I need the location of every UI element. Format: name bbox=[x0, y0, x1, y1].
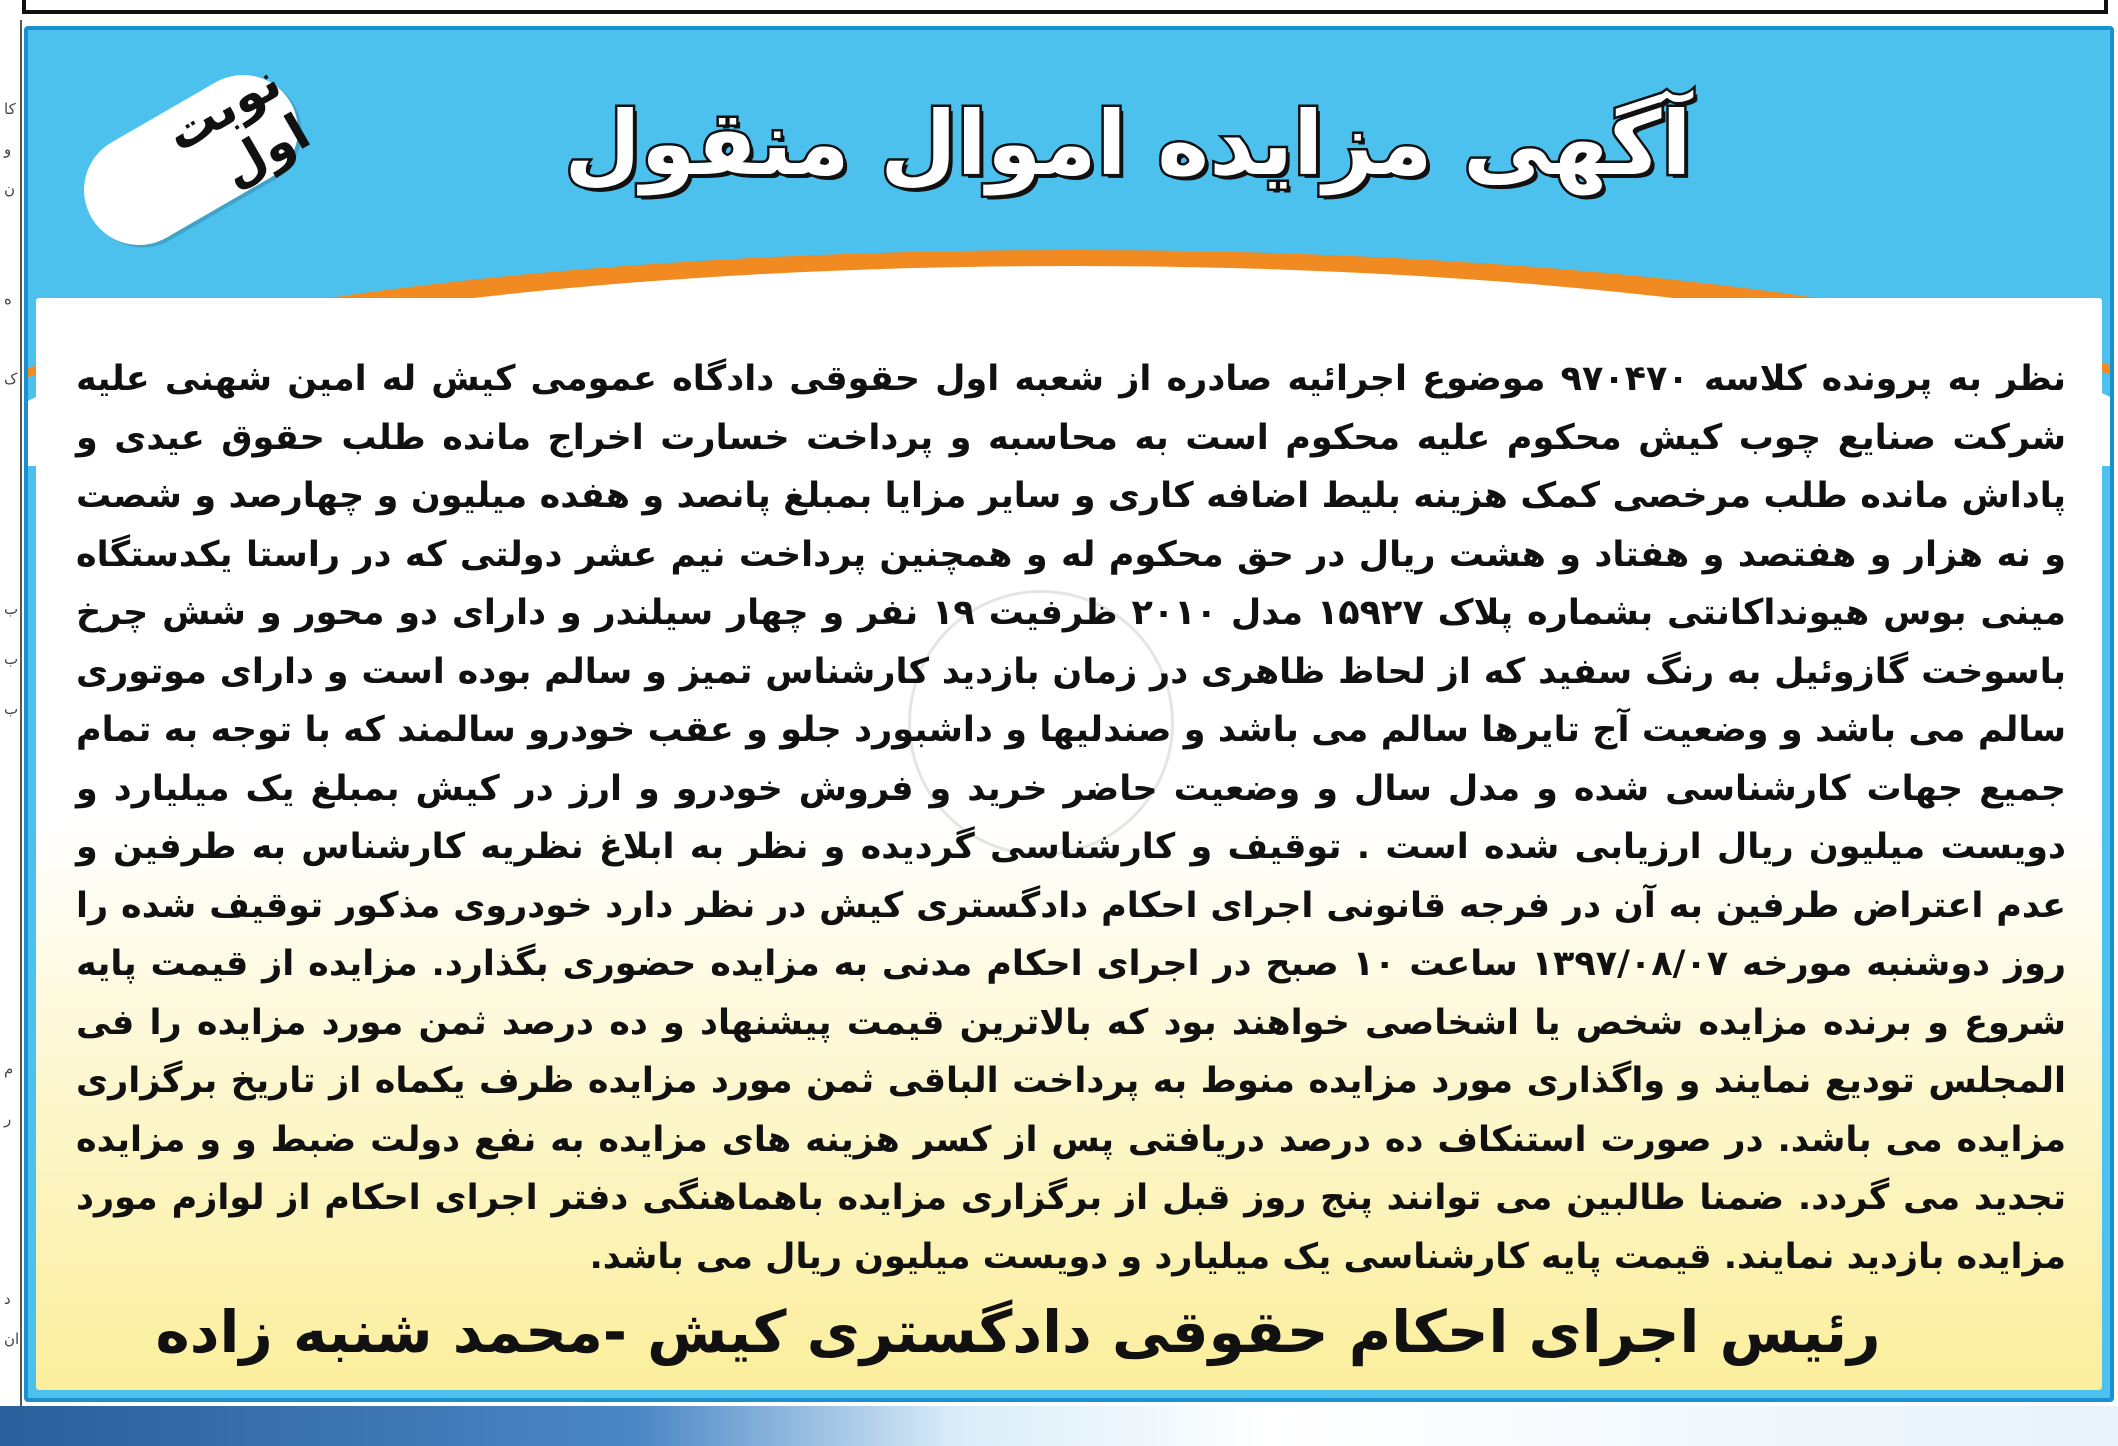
auction-notice bbox=[24, 26, 2114, 1402]
column-fragment: ک bbox=[4, 370, 18, 388]
column-fragment: و bbox=[4, 140, 12, 158]
column-fragment: ان bbox=[4, 1330, 20, 1348]
column-fragment: ه bbox=[4, 290, 12, 308]
badge-label: نوبت اول bbox=[156, 52, 320, 199]
column-fragment: ب bbox=[4, 700, 19, 718]
notice-title: آگهی مزایده اموال منقول bbox=[564, 92, 1692, 195]
round-badge bbox=[64, 52, 320, 265]
signature-line: رئیس اجرای احکام حقوقی دادگستری کیش -محمد شنبه زاده bbox=[155, 1298, 1881, 1366]
adjacent-column-fragment bbox=[0, 20, 22, 1410]
top-frame-border bbox=[22, 0, 2108, 14]
column-fragment: ن bbox=[4, 180, 16, 198]
column-fragment: د bbox=[4, 1290, 11, 1308]
bottom-image-strip bbox=[0, 1406, 2118, 1446]
column-fragment: ر bbox=[4, 1110, 12, 1128]
column-fragment: ب bbox=[4, 600, 19, 618]
column-fragment: کا bbox=[4, 100, 16, 118]
column-fragment: م bbox=[4, 1060, 14, 1078]
column-fragment: ب bbox=[4, 650, 19, 668]
notice-text: نظر به پرونده کلاسه ۹۷۰۴۷۰ موضوع اجرائیه صادره از شعبه اول حقوقی دادگاه عمومی کیش له امین شهنی علیه شرکت صنایع چوب کیش محکوم علیه محکوم است به محاسبه و پرداخت خسارت اخراج مانده طلب حقوق عیدی و پاداش مانده طلب مرخصی کمک هزینه بلیط اضافه کاری و سایر مزایا بمبلغ پانصد و هفده میلیون و چهارصد و شصت و نه هزار و هفتصد و هفتاد و هشت ریال در حق محکوم له و همچنین پرداخت نیم عشر دولتی که در راستا یکدستگاه مینی بوس هیونداکانتی بشماره پلاک ۱۵۹۲۷ مدل ۲۰۱۰ ظرفیت ۱۹ نفر و چهار سیلندر و دارای دو محور و شش چرخ باسوخت گازوئیل به رنگ سفید که از لحاظ ظاهری در زمان بازدید کارشناس تمیز و سالم بوده است و دارای موتوری سالم می باشد و وضعیت آج تایرها سالم می باشد و صندلیها و داشبورد جلو و عقب خودرو سالمند که با توجه به تمام جمیع جهات کارشناسی شده و مدل سال و وضعیت حاضر خرید و فروش خودرو و ارز در کیش بمبلغ یک میلیارد و دویست میلیون ریال ارزیابی شده است . توقیف و کارشناسی گردیده و نظر به ابلاغ نظریه کارشناس به طرفین و عدم اعتراض طرفین به آن در فرجه قانونی اجرای احکام دادگستری کیش در نظر دارد خودروی مذکور توقیف شده را روز دوشنبه مورخه ۱۳۹۷/۰۸/۰۷ ساعت ۱۰ صبح در اجرای احکام مدنی به مزایده حضوری بگذارد. مزایده از قیمت پایه شروع و برنده مزایده شخص یا اشخاصی خواهند بود که بالاترین قیمت پیشنهاد و ده درصد ثمن مورد مزایده را فی المجلس تودیع نمایند و واگذاری مورد مزایده منوط به پرداخت الباقی ثمن مورد مزایده ظرف یکماه از تاریخ برگزاری مزایده می باشد. در صورت استنکاف ده درصد دریافتی پس از کسر هزینه های مزایده به نفع دولت ضبط و و مزایده تجدید می گردد. ضمنا طالبین می توانند پنج روز قبل از برگزاری مزایده باهماهنگی دفتر اجرای احکام از لوازم مورد مزایده بازدید نمایند. قیمت پایه کارشناسی یک میلیارد و دویست میلیون ریال می باشد. bbox=[76, 359, 2066, 1277]
